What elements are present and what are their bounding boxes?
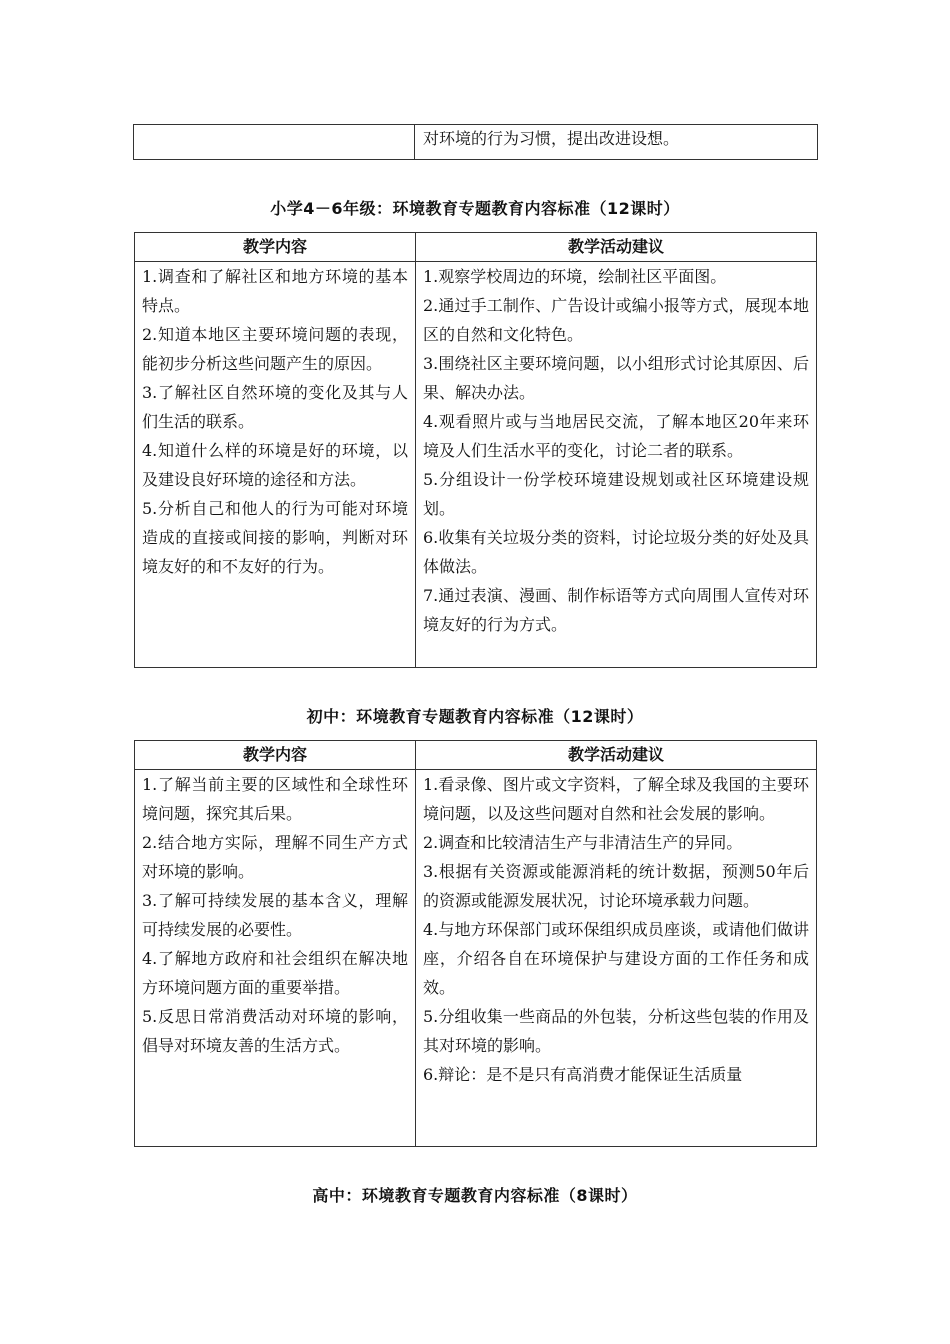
list-item: 3.了解社区自然环境的变化及其与人们生活的联系。 <box>142 383 408 431</box>
list-item: 6.收集有关垃圾分类的资料，讨论垃圾分类的好处及具体做法。 <box>423 528 809 576</box>
list-item: 1.观察学校周边的环境，绘制社区平面图。 <box>423 267 727 286</box>
list-item: 1.看录像、图片或文字资料，了解全球及我国的主要环境问题，以及这些问题对自然和社会发展的影响。 <box>423 775 809 823</box>
activity-cell <box>416 770 817 1147</box>
content-cell <box>135 770 416 1147</box>
table-header-row <box>135 233 817 262</box>
list-item: 4.与地方环保部门或环保组织成员座谈，或请他们做讲座，介绍各自在环境保护与建设方面的工作任务和成效。 <box>423 920 809 997</box>
list-item: 2.调查和比较清洁生产与非清洁生产的异同。 <box>423 833 743 852</box>
header-content: 教学内容 <box>135 233 416 262</box>
list-item: 4.知道什么样的环境是好的环境，以及建设良好环境的途径和方法。 <box>142 441 408 489</box>
section-title-primary: 小学4－6年级：环境教育专题教育内容标准（12课时） <box>270 199 680 218</box>
list-item: 3.了解可持续发展的基本含义，理解可持续发展的必要性。 <box>142 891 408 939</box>
table-row <box>134 125 818 160</box>
list-item: 7.通过表演、漫画、制作标语等方式向周围人宣传对环境友好的行为方式。 <box>423 586 809 634</box>
section-title-junior-high: 初中：环境教育专题教育内容标准（12课时） <box>306 707 644 726</box>
list-item: 6.辩论：是不是只有高消费才能保证生活质量 <box>423 1065 743 1084</box>
list-item: 5.反思日常消费活动对环境的影响，倡导对环境友善的生活方式。 <box>142 1007 408 1055</box>
list-item: 3.围绕社区主要环境问题，以小组形式讨论其原因、后果、解决办法。 <box>423 354 809 402</box>
list-item: 2.结合地方实际，理解不同生产方式对环境的影响。 <box>142 833 408 881</box>
list-item: 5.分组设计一份学校环境建设规划或社区环境建设规划。 <box>423 470 809 518</box>
previous-table-fragment <box>133 124 818 160</box>
list-item: 5.分析自己和他人的行为可能对环境造成的直接或间接的影响，判断对环境友好的和不友好的行为。 <box>142 499 408 576</box>
list-item: 4.了解地方政府和社会组织在解决地方环境问题方面的重要举措。 <box>142 949 408 997</box>
header-activity: 教学活动建议 <box>416 233 817 262</box>
fragment-right-cell: 对环境的行为习惯，提出改进设想。 <box>415 125 818 160</box>
list-item: 2.通过手工制作、广告设计或编小报等方式，展现本地区的自然和文化特色。 <box>423 296 809 344</box>
list-item: 2.知道本地区主要环境问题的表现，能初步分析这些问题产生的原因。 <box>142 325 408 373</box>
primary-standards-table <box>134 232 817 668</box>
list-item: 1.调查和了解社区和地方环境的基本特点。 <box>142 267 408 315</box>
table-row <box>135 262 817 668</box>
activity-cell <box>416 262 817 668</box>
junior-high-standards-table <box>134 740 817 1147</box>
fragment-left-cell <box>134 125 415 160</box>
list-item: 3.根据有关资源或能源消耗的统计数据，预测50年后的资源或能源发展状况，讨论环境承载力问题。 <box>423 862 809 910</box>
list-item: 1.了解当前主要的区域性和全球性环境问题，探究其后果。 <box>142 775 408 823</box>
table-header-row <box>135 741 817 770</box>
content-cell <box>135 262 416 668</box>
section-title-senior-high: 高中：环境教育专题教育内容标准（8课时） <box>312 1186 638 1205</box>
table-row <box>135 770 817 1147</box>
header-activity: 教学活动建议 <box>416 741 817 770</box>
list-item: 4.观看照片或与当地居民交流，了解本地区20年来环境及人们生活水平的变化，讨论二者的联系。 <box>423 412 809 460</box>
header-content: 教学内容 <box>135 741 416 770</box>
list-item: 5.分组收集一些商品的外包装，分析这些包装的作用及其对环境的影响。 <box>423 1007 809 1055</box>
